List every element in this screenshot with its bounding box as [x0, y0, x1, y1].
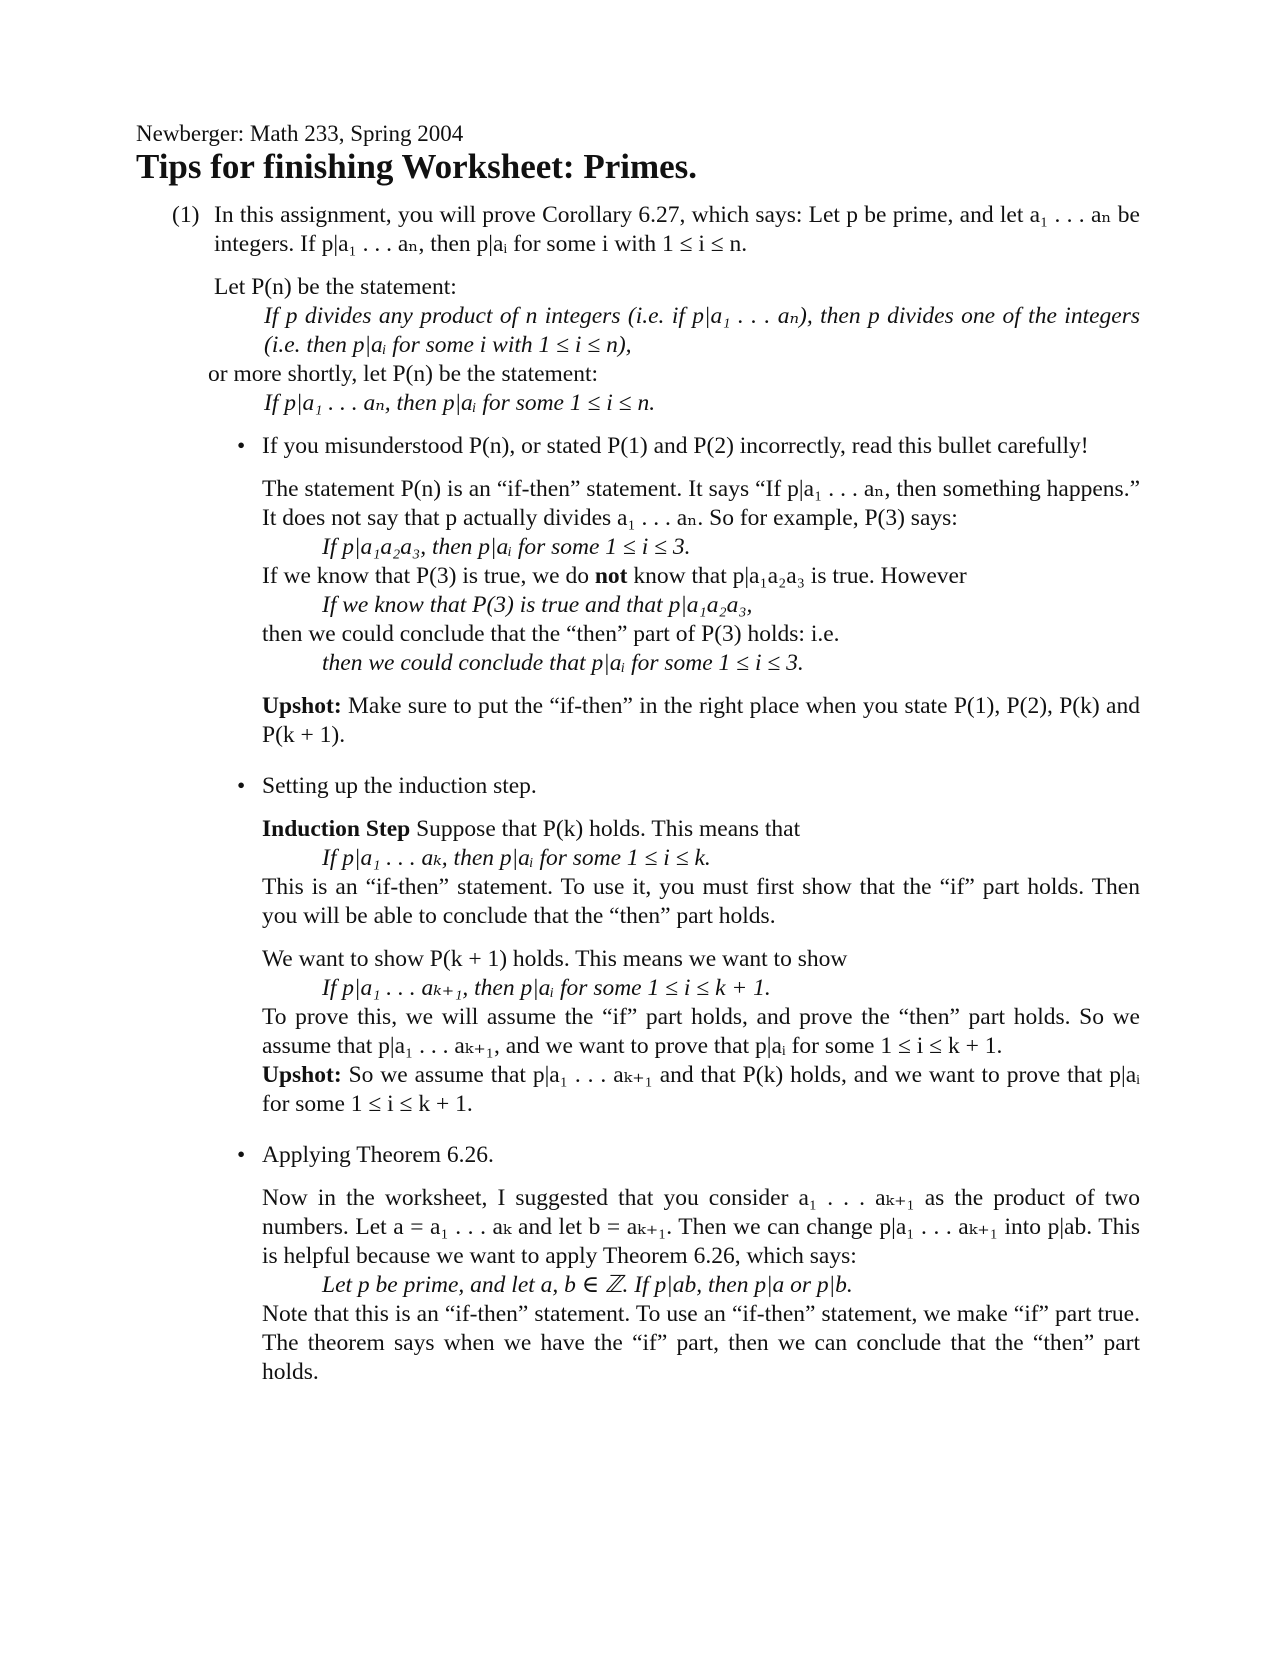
text-run: know that p|a₁a₂a₃ is true. However [627, 563, 967, 589]
or-shortly: or more shortly, let P(n) be the statement: [208, 361, 599, 387]
statement-long: If p divides any product of n integers (i.e. if p|a₁ . . . aₙ), then p divides one of the integers (i.e. then p|aᵢ for some i with 1 ≤ i ≤ n), [264, 303, 1140, 358]
bullet-dot: • [237, 1142, 246, 1168]
example-line: then we could conclude that p|aᵢ for some 1 ≤ i ≤ 3. [322, 650, 804, 676]
bold-text: not [594, 563, 628, 589]
text-run: Suppose that P(k) holds. This means that [410, 816, 801, 842]
example-line: If p|a₁ . . . aₖ₊₁, then p|aᵢ for some 1 ≤ i ≤ k + 1. [322, 975, 771, 1001]
bullet-paragraph: Note that this is an “if-then” statement. To use an “if-then” statement, we make “if” part true. The theorem says when we have the “if” part, then we can conclude that the “then” part holds. [262, 1301, 1140, 1385]
statement-short: If p|a₁ . . . aₙ, then p|aᵢ for some 1 ≤ i ≤ n. [264, 390, 656, 416]
text-run: If we know that P(3) is true, we do [262, 563, 595, 589]
bullet-theorem [237, 1141, 1140, 1387]
item-number: (1) [172, 202, 200, 228]
bullet-paragraph: We want to show P(k + 1) holds. This means we want to show [262, 946, 848, 972]
induction-step-paragraph [262, 815, 1140, 844]
bullet-paragraph: The statement P(n) is an “if-then” statement. It says “If p|a₁ . . . aₙ, then something happens.” It does not say that p actually divides a₁ . . . aₙ. So for example, P(3) says: [262, 476, 1140, 531]
upshot-text: So we assume that p|a₁ . . . aₖ₊₁ and that P(k) holds, and we want to prove that p|aᵢ for some 1 ≤ i ≤ k + 1. [262, 1062, 1140, 1117]
document-page [136, 120, 1140, 1409]
intro-paragraph: In this assignment, you will prove Corollary 6.27, which says: Let p be prime, and let a₁ . . . aₙ be integers. If p|a₁ . . . aₙ, then p|aᵢ for some i with 1 ≤ i ≤ n. [214, 202, 1140, 257]
list-item-1 [136, 201, 1140, 1387]
bullet-dot: • [237, 433, 246, 459]
bullet-induction-step [237, 772, 1140, 1119]
theorem-statement: Let p be prime, and let a, b ∈ ℤ. If p|ab, then p|a or p|b. [322, 1272, 853, 1298]
let-statement: Let P(n) be the statement: [214, 274, 457, 300]
upshot-paragraph [262, 1061, 1140, 1119]
upshot-label: Upshot: [262, 693, 342, 719]
course-line: Newberger: Math 233, Spring 2004 [136, 121, 464, 146]
example-line: If we know that P(3) is true and that p|a₁a₂a₃, [322, 592, 753, 618]
bullet-dot: • [237, 773, 246, 799]
bullet-paragraph [262, 562, 1140, 591]
bullet-paragraph: This is an “if-then” statement. To use it, you must first show that the “if” part holds. Then you will be able to conclude that the “then” part holds. [262, 874, 1140, 929]
page-title: Tips for finishing Worksheet: Primes. [136, 147, 698, 186]
upshot-paragraph [262, 692, 1140, 750]
bullet-paragraph: Now in the worksheet, I suggested that you consider a₁ . . . aₖ₊₁ as the product of two numbers. Let a = a₁ . . . aₖ and let b = aₖ₊₁. Then we can change p|a₁ . . . aₖ₊₁ into p|ab. This is helpful because we want to apply Theorem 6.26, which says: [262, 1185, 1140, 1269]
bullet-heading: If you misunderstood P(n), or stated P(1) and P(2) incorrectly, read this bullet carefully! [262, 433, 1089, 459]
bullet-list [214, 432, 1140, 1387]
upshot-text: Make sure to put the “if-then” in the right place when you state P(1), P(2), P(k) and P(k + 1). [262, 693, 1140, 748]
bullet-heading: Applying Theorem 6.26. [262, 1142, 494, 1168]
example-line: If p|a₁ . . . aₖ, then p|aᵢ for some 1 ≤ i ≤ k. [322, 845, 711, 871]
induction-step-label: Induction Step [262, 816, 411, 842]
bullet-paragraph: then we could conclude that the “then” part of P(3) holds: i.e. [262, 621, 840, 647]
bullet-heading: Setting up the induction step. [262, 773, 537, 799]
bullet-paragraph: To prove this, we will assume the “if” part holds, and prove the “then” part holds. So we assume that p|a₁ . . . aₖ₊₁, and we want to prove that p|aᵢ for some 1 ≤ i ≤ k + 1. [262, 1004, 1140, 1059]
upshot-label: Upshot: [262, 1062, 342, 1088]
example-line: If p|a₁a₂a₃, then p|aᵢ for some 1 ≤ i ≤ 3. [322, 534, 691, 560]
bullet-misunderstood [237, 432, 1140, 750]
